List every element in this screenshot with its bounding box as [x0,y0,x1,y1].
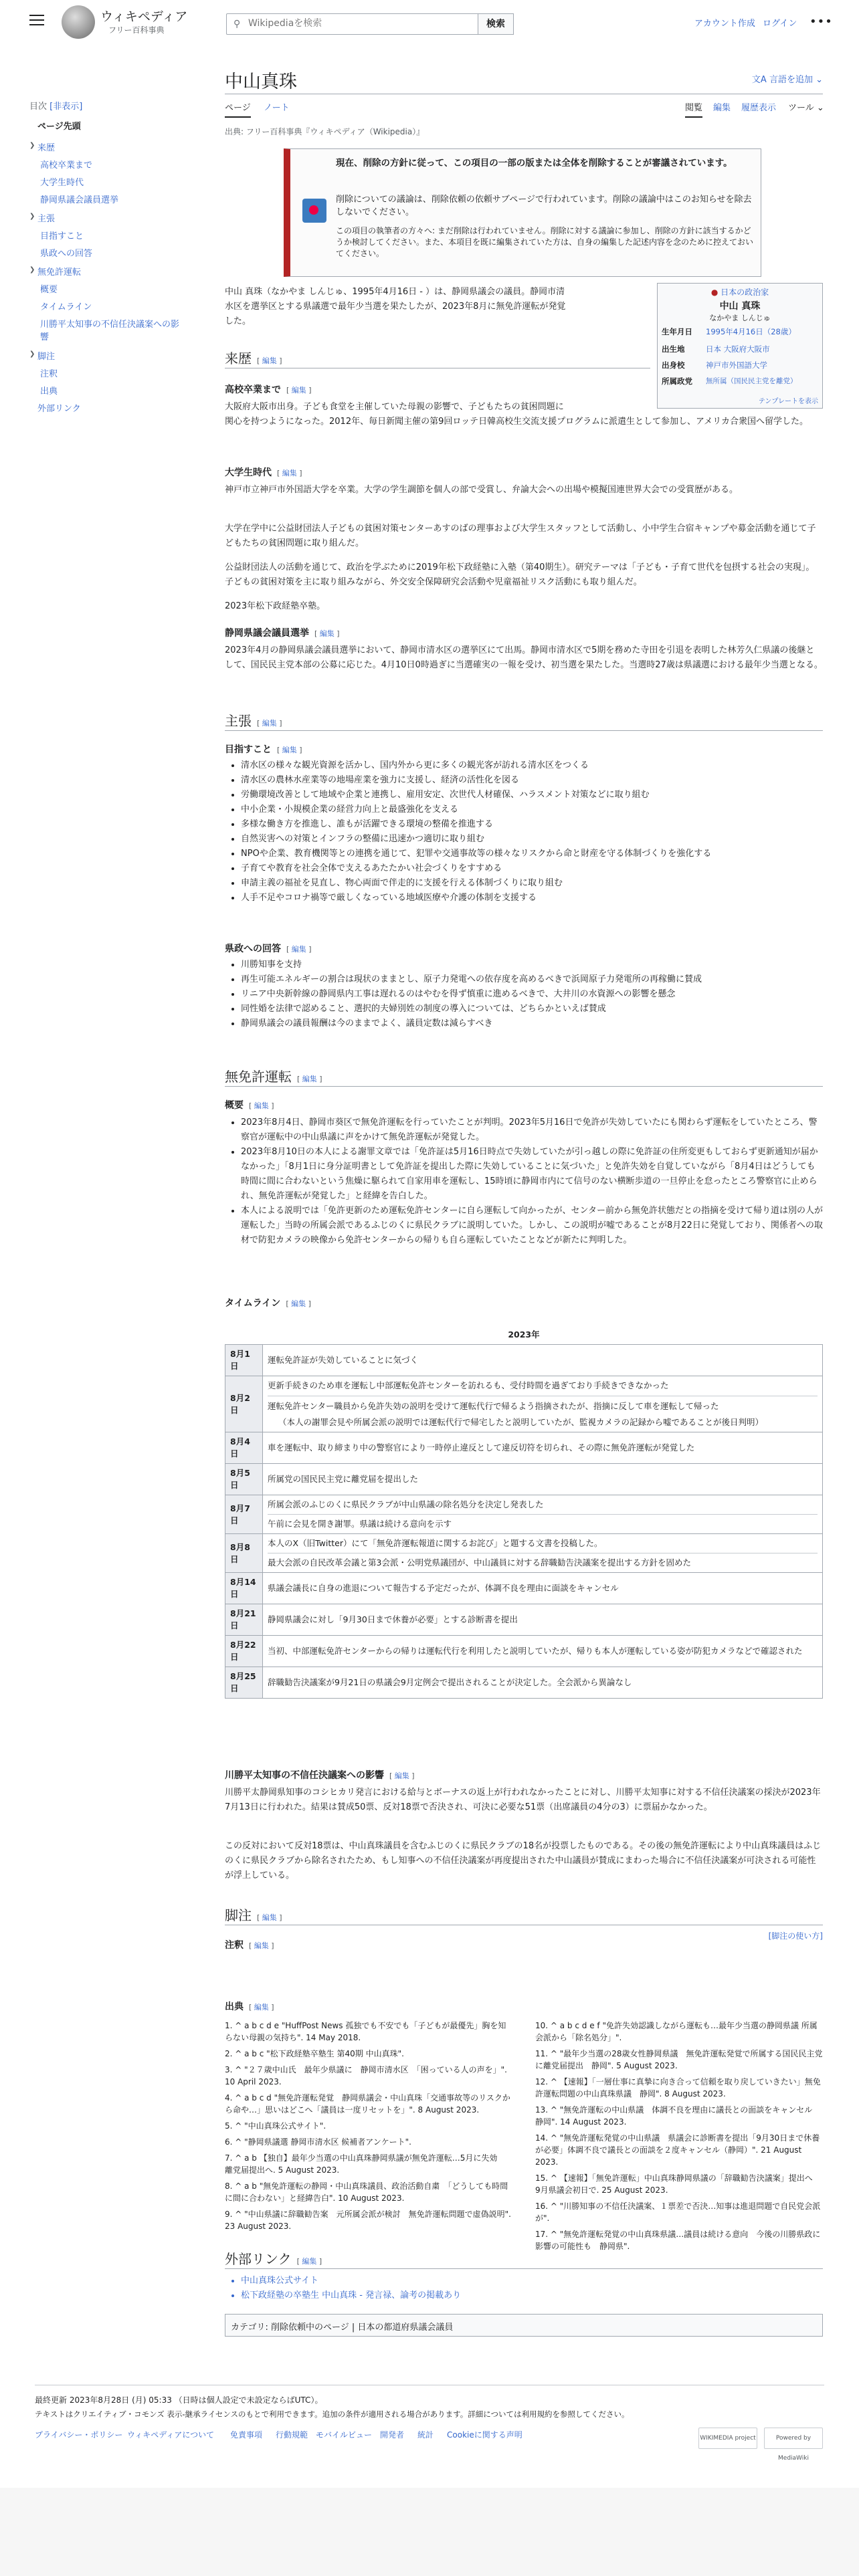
create-account-link[interactable]: アカウント作成 [694,19,755,29]
chevron-down-icon[interactable]: ❯ [29,350,35,358]
subsection-title: 静岡県議会議員選挙 [225,628,309,639]
list-item: • 再生可能エネルギーの割合は現状のままとし、原子力発電への依存度を高めるべきで浜岡原子力発電所の再稼働に賛成 [241,972,823,987]
tools-label: ツール [788,103,814,113]
toc-item-daigaku[interactable]: 大学生時代 [40,178,84,188]
footer-link-mobile[interactable]: モバイルビュー [316,2430,373,2440]
daigaku-p4: 2023年松下政経塾卒塾。 [225,601,326,611]
footer-link-privacy[interactable]: プライバシー・ポリシー [35,2430,123,2440]
edit-section-link[interactable]: [ 編集 ] [286,1299,311,1308]
timeline-date: 8月22日 [225,1636,263,1667]
timeline-date: 8月25日 [225,1667,263,1699]
timeline-event: 更新手続きのため車を運転し中部運転免許センターを訪れるも、受付時間を過ぎており手続きできなかった [268,1380,818,1396]
deletion-notice [284,148,761,277]
timeline-event: 最大会派の自民改革会議と第3会派・公明党県議団が、中山議員に対する辞職勧告決議案を提出する方針を固めた [268,1558,691,1568]
toc-item-gaiyo[interactable]: 概要 [40,285,58,295]
toc-item-koukou[interactable]: 高校卒業まで [40,160,93,171]
edit-section-link[interactable]: [ 編集 ] [257,719,282,728]
list-item: • 2023年8月4日、静岡市葵区で無免許運転を行っていたことが判明。2023年5月16日で免許が失効していたにも関わらず運転をしていたところ、警察官が運転中の中山県議に声をかけて無免許運転が発覚した。 [241,1115,823,1145]
search-icon: ⚲ [233,19,241,29]
timeline-date: 8月1日 [225,1345,263,1376]
edit-section-link[interactable]: [ 編集 ] [297,1075,322,1083]
paragraph-line: 大阪府大阪市出身。子ども食堂を主催していた母親の影響で、子どもたちの貧困問題に [225,402,564,412]
section-heading [225,2248,322,2268]
infobox-school[interactable]: 神戸市外国語大学 [706,360,767,370]
kawakatsu-p1: 川勝平太静岡県知事のコシヒカリ発言における給与とボーナスの返上が行われなかったことに対し、川勝平太知事に対する不信任決議案の採決が2023年7月13日に行われた。結果は賛成50票、反対18票で否決され、可決に必要な51票（出席議員の4分の3）に票届かなかった。 [225,1788,821,1812]
subsection-heading [225,465,302,479]
table-row [225,1376,823,1432]
timeline-event: 運転免許証が失効していることに気づく [268,1355,419,1365]
infobox-key: 所属政党 [662,377,692,386]
infobox-birth[interactable]: 1995年4月16日（28歳） [706,327,796,336]
site-header [0,0,859,47]
infobox [657,283,823,409]
reference-item[interactable]: 9. ^ "中山県議に辞職勧告案 元所属会派が検討 無免許運転問題で虚偽説明". 23 August 2023. [225,2210,511,2231]
toc-item-senkyo[interactable]: 静岡県議会議員選挙 [40,195,119,205]
toc-item-kensei[interactable]: 県政への回答 [40,249,93,259]
source-line: 出典: フリー百科事典『ウィキペディア（Wikipedia）』 [225,127,425,136]
subsection-heading [225,1098,274,1111]
timeline-date: 8月5日 [225,1464,263,1495]
reference-item[interactable]: 5. ^ "中山真珠公式サイト". [225,2121,326,2131]
paragraph-line: 関心を持つようになった。2012年、毎日新聞主催の第9回ロッテ日韓高校生交流支援プログラムに派遣生として参加し、アメリカ合衆国へ留学した。 [225,417,809,427]
toc-item-kawakatsu[interactable]: 川勝平太知事の不信任決議案への影響 [40,320,180,342]
infobox-party-row[interactable]: 無所属（国民民主党を離党） [706,377,797,385]
chevron-down-icon[interactable]: ❯ [29,142,35,149]
toc-item-top[interactable]: ページ先頭 [37,122,81,132]
edit-section-link[interactable]: [ 編集 ] [277,469,302,477]
infobox-kana: なかやま しんじゅ [709,314,771,322]
tab-talk[interactable]: ノート [264,103,290,113]
wikimedia-badge[interactable]: WIKIMEDIA project [698,2428,757,2449]
reference-item[interactable]: 11. ^ "最年少当選の28歳女性静岡県議 無免許運転発覚で所属する国民民主党に離党届提出 静岡". 5 August 2023. [535,2049,823,2070]
table-row [225,1604,823,1636]
reference-item[interactable]: 2. ^ a b c "松下政経塾卒塾生 第40期 中山真珠". [225,2049,404,2058]
reference-item[interactable]: 12. ^ 【速報】「一層仕事に真摯に向き合って信頼を取り戻していきたい」無免許運転問題の中山真珠県議 静岡". 8 August 2023. [535,2077,821,2099]
infobox-party-label[interactable]: 日本の政治家 [721,288,769,297]
toc-item-mezasu[interactable]: 目指すこと [40,231,84,241]
main-menu-icon[interactable] [29,15,44,27]
reference-item[interactable]: 15. ^ 【速報】「無免許運転」中山真珠静岡県議の「辞職勧告決議案」提出へ 9月県議会初日で. 25 August 2023. [535,2173,821,2195]
edit-section-link[interactable]: [ 編集 ] [389,1772,415,1780]
daigaku-p3: 公益財団法人の活動を通じて、政治を学ぶために2019年松下政経塾に入塾（第40期生）。研究テーマは「子ども・子育て世代を包摂する社会の実現」。子どもの貧困対策を主に取り組みながら、外交安全保障研究会活動や児童福祉リスク活動にも取り組んだ。 [225,562,815,587]
table-row [225,1432,823,1464]
subsection-title: タイムライン [225,1298,281,1309]
section-heading [225,1066,322,1085]
infobox-key: 出身校 [662,360,685,370]
tab-read[interactable]: 閲覧 [685,100,702,118]
subsection-heading [225,942,312,955]
gaiyo-list [241,1115,823,1248]
toc-item-raireki[interactable]: 来歴 [37,143,56,153]
subsection-title: 注釈 [225,1940,244,1951]
toc-hide-button[interactable]: [非表示] [50,102,83,112]
category-box[interactable]: カテゴリ: 削除依頼中のページ | 日本の都道府県議会議員 [225,2314,823,2337]
section-divider [225,2268,823,2269]
section-heading [225,710,282,730]
tab-page[interactable]: ページ [225,100,251,118]
list-item: • 労働環境改善として地域や企業と連携し、雇用安定、次世代人材確保、ハラスメント対策などに取り組む [241,788,823,802]
timeline-date: 8月14日 [225,1573,263,1604]
subsection-title: 大学生時代 [225,467,272,478]
toc-item-kyakuchu[interactable]: 脚注 [37,352,56,362]
section-heading [225,348,282,367]
notice-line-3: この項目の執筆者の方々へ: まだ削除は行われていません。削除に対する議論に参加し、削除の方針に該当するかどうか検討してください。また、本項目を既に編集されていた方は、自身の編集した記述内容を念のために控えておいてください。 [336,226,754,258]
section-title: 無免許運転 [225,1069,292,1085]
timeline-table [225,1325,823,1699]
lead-paragraph [225,285,650,329]
senkyo-paragraph: 2023年4月の静岡県議会議員選挙において、静岡市清水区の選挙区にて出馬。静岡市清水区で5期を務めた寺田を引退を表明した林芳久仁県議の後継として、国民民主党本部の公募に応じた。4月10日0時過ぎに当選確実の一報を受け、初当選を果たした。当選時27歳は県議選における最年少当選となる。 [225,645,823,670]
edit-section-link[interactable]: [ 編集 ] [297,2257,322,2266]
list-item: • 同性婚を法律で認めること、選択的夫婦別姓の制度の導入については、どちらかといえば賛成 [241,1002,823,1016]
list-item: • 自然災害への対策とインフラの整備に迅速かつ適切に取り組む [241,832,823,847]
list-item: • 人手不足やコロナ禍等で厳しくなっている地域医療や介護の体制を支援する [241,891,823,905]
logo-subtitle: フリー百科事典 [108,25,165,35]
timeline-event: 午前に会見を開き謝罪。県議は続ける意向を示す [268,1519,452,1529]
timeline-event: 本人のX（旧Twitter）にて「無免許運転報道に関するお詫び」と題する文書を投稿した。 [268,1537,818,1553]
timeline-event: 所属会派のふじのくに県民クラブが中山県議の除名処分を決定し発表した [268,1499,818,1515]
timeline-event: 所属党の国民民主党に離党届を提出した [268,1474,419,1484]
subsection-title: 目指すこと [225,744,272,755]
timeline-date: 8月7日 [225,1495,263,1534]
reference-item[interactable]: 4. ^ a b c d "無免許運転発覚 静岡県議会・中山真珠「交通事故等のリスクから命や…」思いはどこへ「議員は一度リセットを」". 8 August 2023. [225,2093,510,2115]
mediawiki-badge[interactable]: Powered by MediaWiki [764,2428,823,2449]
timeline-date: 8月21日 [225,1604,263,1636]
reference-item[interactable]: 14. ^ "無免許運転発覚の中山県議 県議会に診断書を提出「9月30日まで休養が必要」体調不良で議長との面談を２度キャンセル（静岡）". 21 August 2023. [535,2133,820,2167]
edit-section-link[interactable]: [ 編集 ] [249,2003,274,2012]
infobox-key: 生年月日 [662,327,692,336]
translate-icon: 文A [751,75,769,85]
list-item: • 静岡県議会の議員報酬は今のままでよく、議員定数は減らすべき [241,1016,823,1031]
subsection-heading [225,1296,311,1309]
table-row [225,1667,823,1699]
subsection-title: 出典 [225,2002,244,2012]
timeline-event: 運転免許センター職員から免許失効の説明を受けて運転代行で帰るよう指摘されたが、指摘に反して車を運転して帰った [268,1401,719,1411]
footer-link-disclaimer[interactable]: 免責事項 [230,2430,263,2440]
list-item: • 子育てや教育を社会全体で支えるあたたかい社会づくりをすすめる [241,861,823,876]
timeline-event: 静岡県議会に対し「9月30日まで休養が必要」とする診断書を提出 [268,1614,518,1624]
edit-section-link[interactable]: [ 編集 ] [249,1941,274,1950]
external-link[interactable]: • 松下政経塾の卒塾生 中山真珠 - 発言禄、論考の掲載あり [241,2288,823,2303]
lead-line: した。 [225,316,252,326]
table-row [225,1464,823,1495]
koukou-paragraph [225,400,823,429]
section-heading [225,1905,282,1924]
subsection-title: 県政への回答 [225,944,281,954]
logo-title[interactable]: ウィキペディア [100,9,188,24]
list-item: • 川勝知事を支持 [241,958,823,972]
footer-link-stats[interactable]: 統計 [417,2430,434,2440]
edit-section-link[interactable]: [ 編集 ] [286,386,312,395]
more-options-icon[interactable]: ••• [809,15,833,29]
reference-item[interactable]: 3. ^ "２７歳中山氏 最年少県議に 静岡市清水区 「困っている人の声を」". 10 April 2023. [225,2065,507,2086]
edit-section-link[interactable]: [ 編集 ] [286,945,312,954]
search-input[interactable] [248,18,469,29]
external-link[interactable]: • 中山真珠公式サイト [241,2274,823,2288]
list-item: • 2023年8月10日の本人による謝罪文章では「免許証は5月16日時点で失効していたが引っ越しの際に免許証の住所変更もしておらず更新通知が届かなかった」「8月1日に身分証明書として免許証を提出した際に失効していることに気づいた」と免許失効を自覚していながら「8月4日はどうしても時間に間に合わないという焦燥に駆られて自家用車を運転し、15時頃に静岡市内にて信号のない横断歩道の一旦停止を怠ったところ警察官に止められ、無免許運転が発覚した」と経緯を告白した。 [241,1145,823,1204]
infobox-key: 出生地 [662,344,685,354]
toc-item-timeline[interactable]: タイムライン [40,302,92,312]
login-link[interactable]: ログイン [763,19,797,29]
kensei-list [241,958,823,1031]
timeline-date: 8月4日 [225,1432,263,1464]
edit-section-link[interactable]: [ 編集 ] [314,629,340,638]
list-item: • 清水区の農林水産業等の地場産業を強力に支援し、経済の活性化を図る [241,773,823,788]
subsection-heading [225,742,302,756]
edit-section-link[interactable]: [ 編集 ] [257,1913,282,1922]
section-title: 来歴 [225,350,252,366]
timeline-event: （本人の謝罪会見や所属会派の説明では運転代行で帰宅したと説明していたが、監視カメラの記録から嘘であることが後日判明） [278,1417,764,1427]
list-item: • 中小企業・小規模企業の経営力向上と最盛強化を支える [241,802,823,817]
list-item: • 多様な働き方を推進し、誰もが活躍できる環境の整備を推進する [241,817,823,832]
footer-link-cookie[interactable]: Cookieに関する声明 [447,2430,522,2440]
timeline-event: 辞職勧告決議案が9月21日の県議会9月定例会で提出されることが決定した。全会派から異論なし [268,1677,632,1687]
section-title: 脚注 [225,1907,252,1923]
license-text: テキストはクリエイティブ・コモンズ 表示-継承ライセンスのもとで利用できます。追加の条件が適用される場合があります。詳細については利用規約を参照してください。 [35,2409,630,2419]
external-links-list [241,2274,823,2303]
deletion-notice-icon [302,199,326,223]
list-item: • 清水区の様々な観光資源を活かし、国内外から更に多くの観光客が訪れる清水区をつくる [241,758,823,773]
toc-item-chushaku[interactable]: 注釈 [40,369,58,379]
tab-tools[interactable]: ツール ⌄ [788,103,824,113]
subsection-heading [225,1938,274,1951]
subsection-title: 高校卒業まで [225,385,281,395]
subsection-heading [225,626,340,639]
infobox-name: 中山 真珠 [719,301,761,312]
search-button[interactable]: 検索 [478,13,514,35]
show-template-link[interactable]: テンプレートを表示 [758,398,818,405]
notice-line-2: 削除についての議論は、削除依頼の依頼サブページで行われています。削除の議論中はこのお知らせを除去しないでください。 [336,195,752,217]
toc-item-gaibu[interactable]: 外部リンク [37,404,81,414]
section-divider [225,730,823,731]
edit-section-link[interactable]: [ 編集 ] [249,1101,274,1110]
footnote-help-link[interactable]: [脚注の使い方] [768,1931,823,1941]
toc-item-shucho[interactable]: 主張 [37,214,56,224]
timeline-event: 県議会議長に自身の進退について報告する予定だったが、体調不良を理由に面談をキャンセル [268,1583,619,1593]
add-language-label: 言語を追加 [769,75,813,85]
table-row [225,1534,823,1573]
chevron-down-icon[interactable]: ❯ [29,213,35,220]
daigaku-p1: 神戸市立神戸市外国語大学を卒業。大学の学生調節を個人の部で受賞し、弁論大会への出場や模擬国連世界大会での受賞歴がある。 [225,485,739,495]
references-column [535,2020,823,2256]
infobox-party [660,286,820,298]
tab-edit[interactable]: 編集 [713,103,731,113]
reference-item[interactable]: 10. ^ a b c d e f "免許失効認識しながら運転も…最年少当選の静岡県議 所属会派から「除名処分」". [535,2021,818,2042]
mezasu-list [241,758,823,905]
timeline-date: 8月2日 [225,1376,263,1432]
table-row [225,1345,823,1376]
infobox-birthplace[interactable]: 日本 大阪府大阪市 [706,344,770,354]
reference-item[interactable]: 16. ^ "川勝知事の不信任決議案、１票差で否決…知事は進退問題で自民党会派が". [535,2202,821,2223]
edit-section-link[interactable]: [ 編集 ] [257,356,282,365]
notice-line-1: 現在、削除の方針に従って、この項目の一部の版または全体を削除することが審議されています。 [336,158,733,169]
timeline-date: 8月8日 [225,1534,263,1573]
reference-item[interactable]: 1. ^ a b c d e "HuffPost News 孤独でも不安でも「子どもが最優先」胸を知らない母親の気持ち". 14 May 2018. [225,2021,506,2042]
table-row [225,1636,823,1667]
subsection-title: 概要 [225,1100,244,1111]
subsection-heading [225,383,312,396]
subsection-heading [225,1768,415,1782]
daigaku-p2: 大学在学中に公益財団法人子どもの貧困対策センターあすのばの理事および大学生スタッフとして活動し、小中学生合宿キャンプや募金活動を通じて子どもたちの貧困問題に取り組んだ。 [225,524,816,548]
section-title: 主張 [225,713,252,729]
chevron-down-icon[interactable]: ❯ [29,266,35,274]
last-edited: 最終更新 2023年8月28日 (月) 05:33 （日時は個人設定で未設定ならばUTC）。 [35,2395,323,2405]
subsection-heading [225,2000,274,2013]
reference-item[interactable]: 17. ^ "無免許運転発覚の中山真珠県議…議員は続ける意向 今後の川勝県政に影響の可能性も 静岡県". [535,2230,821,2251]
footer-link-about[interactable]: ウィキペディアについて [127,2430,215,2440]
wikipedia-logo[interactable] [62,5,95,39]
kawakatsu-p2: この反対において反対18票は、中山真珠議員を含むふじのくに県民クラブの18名が投票したものである。その後の無免許運転により中山真珠議員はふじのくに県民クラブから除名されたため、もし知事への不信任決議案が再度提出された中山議員が賛成にまわった場合に不信任決議案が可決される可能性が浮上している。 [225,1841,822,1881]
list-item: • リニア中央新幹線の静岡県内工事は遅れるのはやむを得ず慎重に進めるべきで、大井川の水資源への影響を懸念 [241,987,823,1002]
table-row [225,1495,823,1534]
toc-title: 目次 [29,102,47,112]
toc-item-shutten[interactable]: 出典 [40,387,58,397]
list-item: • 本人による説明では「免許更新のため運転免許センターに自ら運転して向かったが、センター前から無免許状態だとの指摘を受けて帰り道は別の人が運転した」当時の所属会派であるふじのくに県民クラブに説明していた。しかし、この説明が嘘であることが8月22日に発覚しており、関係者への取材で防犯カメラの映像から免許センターからの帰りも自ら運転していたことなどが新たに判明した。 [241,1204,823,1248]
footer-link-dev[interactable]: 開発者 [380,2430,405,2440]
section-divider [225,1086,823,1087]
timeline-event: 当初、中部運転免許センターからの帰りは運転代行を利用したと説明していたが、帰りも本人が運転している姿が防犯カメラなどで確認された [268,1646,803,1656]
subsection-title: 川勝平太知事の不信任決議案への影響 [225,1770,384,1781]
table-row [225,1573,823,1604]
tab-history[interactable]: 履歴表示 [741,103,777,113]
toc-item-mumenkyo[interactable]: 無免許運転 [37,267,82,278]
timeline-event: 車を運転中、取り締まり中の警察官により一時停止違反として違反切符を切られ、その際に無免許運転が発覚した [268,1442,695,1453]
footer-link-conduct[interactable]: 行動規範 [276,2430,308,2440]
references-column [225,2020,512,2236]
add-language-button[interactable]: 文A 言語を追加 ⌄ [751,75,823,85]
search-box [226,13,514,35]
reference-item[interactable]: 8. ^ a b "無免許運転の静岡・中山真珠議員、政治活動自粛 「どうしても時間に間に合わない」と経緯告白". 10 August 2023. [225,2181,508,2203]
list-item: • 申請主義の福祉を見直し、物心両面で伴走的に支援を行える体制づくりに取り組む [241,876,823,891]
section-title: 外部リンク [225,2251,292,2267]
reference-item[interactable]: 7. ^ a b 【独自】最年少当選の中山真珠静岡県議が無免許運転…5月に失効 離党届提出へ. 5 August 2023. [225,2153,506,2175]
flag-icon: ● [710,288,721,297]
reference-item[interactable]: 13. ^ "無免許運転の中山県議 体調不良を理由に議長との面談をキャンセル 静岡". 14 August 2023. [535,2105,821,2127]
list-item: • NPOや企業、教育機関等との連携を通じて、犯罪や交通事故等の様々なリスクから命と財産を守る体制づくりを強化する [241,847,823,861]
lead-line: 水区を選挙区とする県議選で最年少当選を果たしたが、2023年8月に無免許運転が発覚 [225,302,566,312]
page-title: 中山真珠 [225,72,297,92]
reference-item[interactable]: 6. ^ "静岡県議選 静岡市清水区 候補者アンケート". [225,2137,411,2147]
timeline-year: 2023年 [225,1325,823,1345]
lead-line: 中山 真珠（なかやま しんじゅ、1995年4月16日 - ）は、静岡県議会の議員。静岡市清 [225,287,565,297]
edit-section-link[interactable]: [ 編集 ] [277,746,302,754]
table-of-contents [29,99,190,414]
